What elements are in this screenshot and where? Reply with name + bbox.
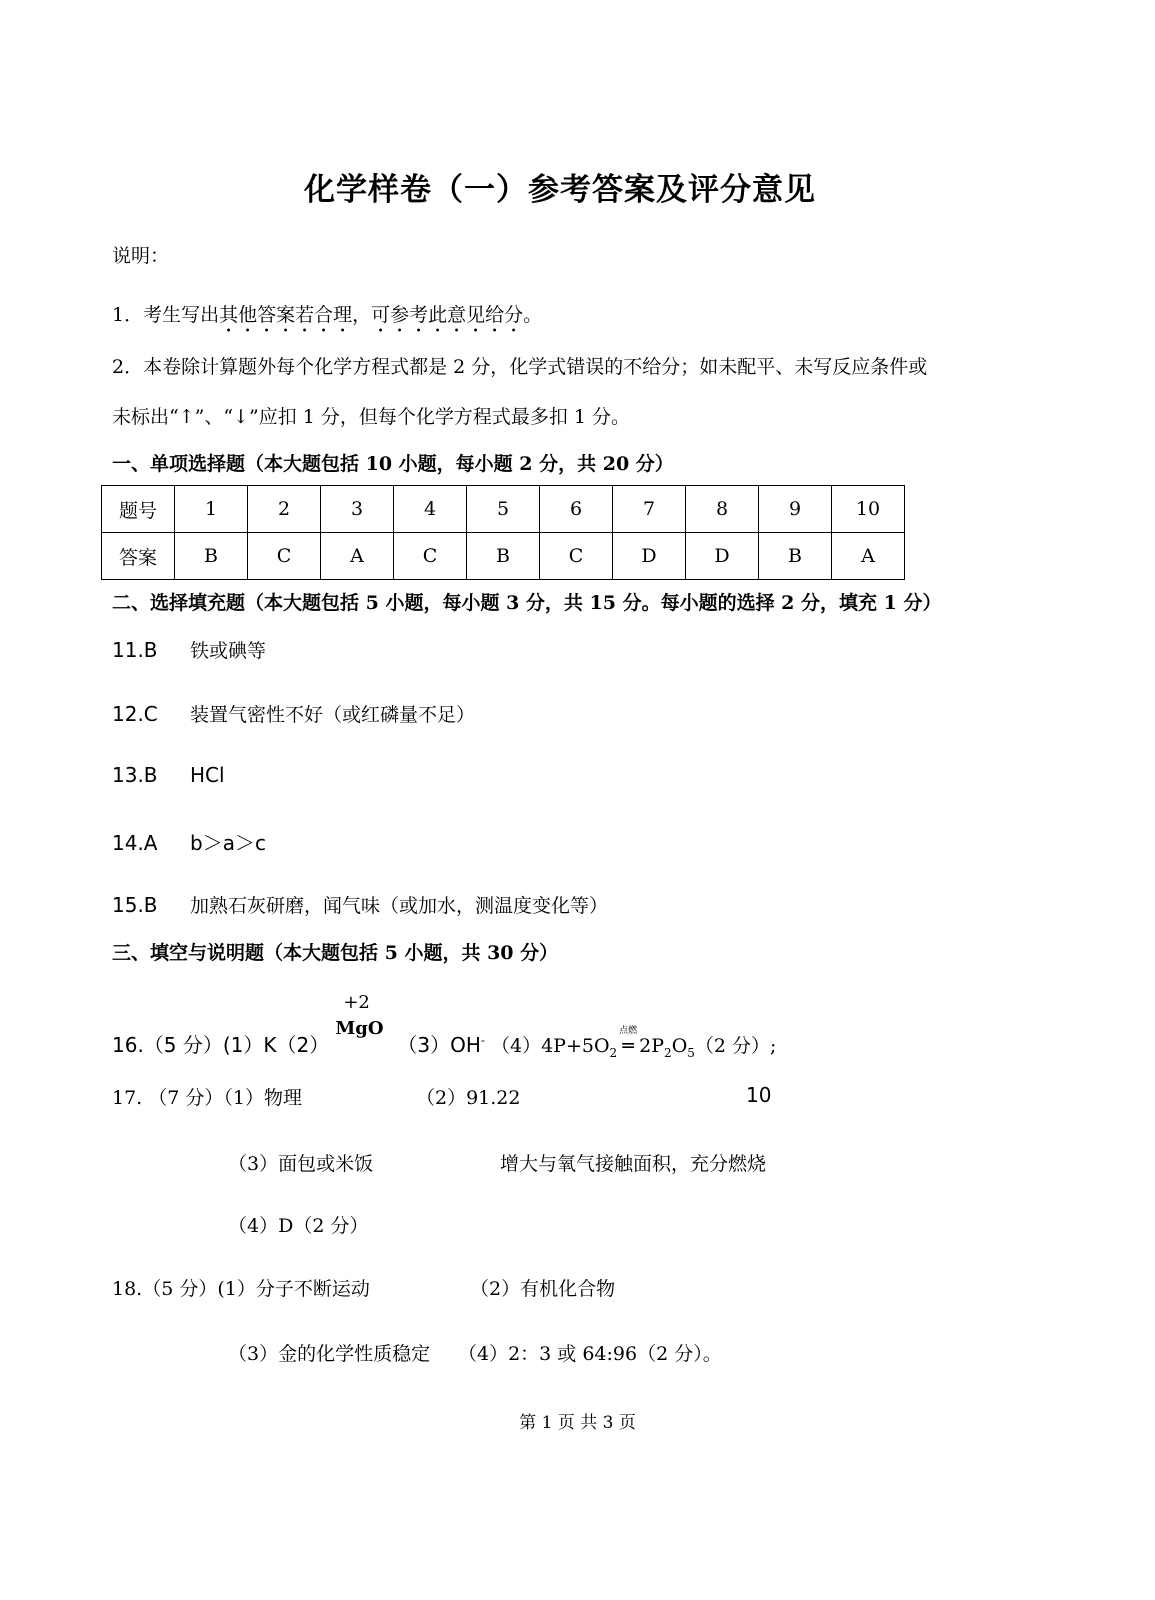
table-cell: 2 xyxy=(248,486,321,533)
q16-part-3-charge: - xyxy=(480,1033,485,1048)
table-cell: B xyxy=(467,533,540,580)
mgo-formula: MgO xyxy=(335,1018,384,1039)
q17-part-2 xyxy=(416,1083,520,1110)
equation-sign: ═ xyxy=(622,1035,634,1057)
table-cell: C xyxy=(540,533,613,580)
q16-head: 16.（5 分）(1）K（2） xyxy=(112,1033,330,1057)
equation-subscript: 2 xyxy=(609,1045,618,1060)
table-row-label: 答案 xyxy=(102,533,175,580)
table-cell: A xyxy=(832,533,905,580)
section-3-heading: 三、填空与说明题（本大题包括 5 小题，共 30 分） xyxy=(112,942,559,964)
table-cell: 8 xyxy=(686,486,759,533)
table-cell: 1 xyxy=(175,486,248,533)
table-cell: 5 xyxy=(467,486,540,533)
table-cell: 7 xyxy=(613,486,686,533)
equation-rhs-p: 2P xyxy=(639,1035,665,1057)
item-answer: 加熟石灰研磨，闻气味（或加水，测温度变化等） xyxy=(190,895,609,917)
q16-line xyxy=(112,992,777,1060)
q16-part-4 xyxy=(490,1026,777,1060)
table-cell: A xyxy=(321,533,394,580)
item-number: 13.B xyxy=(112,763,158,787)
note-2-line-1: 2．本卷除计算题外每个化学方程式都是 2 分，化学式错误的不给分；如未配平、未写反应条件或 xyxy=(112,356,928,378)
item-answer: 装置气密性不好（或红磷量不足） xyxy=(190,704,476,726)
list-item xyxy=(112,827,266,856)
q17-part-3-b: 增大与氧气接触面积，充分燃烧 xyxy=(500,1153,767,1175)
equation-subscript: 2 xyxy=(664,1045,672,1060)
item-answer: b＞a＞c xyxy=(190,831,266,855)
equation-rhs-o: O xyxy=(671,1035,688,1057)
q17-part-3: （3）面包或米饭 xyxy=(228,1153,374,1175)
note-1-emphasis: 其他答案若合理，可参考此意见给分 xyxy=(219,304,524,326)
table-row-label: 题号 xyxy=(102,486,175,533)
item-number: 11.B xyxy=(112,638,158,662)
q16-part-3: （3）OH xyxy=(397,1033,481,1057)
note-1-prefix: 1．考生写出 xyxy=(112,304,220,326)
table-row xyxy=(102,486,905,533)
list-item xyxy=(112,891,608,918)
table-cell: 6 xyxy=(540,486,613,533)
list-item xyxy=(112,636,266,663)
q17-part-2-text: （2）91.22 xyxy=(416,1087,521,1109)
table-cell: D xyxy=(686,533,759,580)
q17-part-2-b: 10 xyxy=(746,1083,772,1107)
table-cell: C xyxy=(394,533,467,580)
note-1-suffix: 。 xyxy=(523,304,543,326)
q18-part-4: （4）2：3 或 64:96（2 分）。 xyxy=(458,1343,722,1365)
q18-part-3: （3）金的化学性质稳定 xyxy=(228,1343,431,1365)
table-cell: D xyxy=(613,533,686,580)
intro-label: 说明： xyxy=(112,245,170,267)
page-title: 化学样卷（一）参考答案及评分意见 xyxy=(304,172,816,208)
table-cell: C xyxy=(248,533,321,580)
equation-condition xyxy=(617,1026,639,1057)
mgo-valence: +2 xyxy=(343,992,370,1013)
list-item xyxy=(112,763,225,787)
list-item xyxy=(112,700,475,727)
q17-part-4: （4）D（2 分） xyxy=(228,1215,369,1237)
note-2-line-2: 未标出“↑”、“↓”应扣 1 分，但每个化学方程式最多扣 1 分。 xyxy=(112,406,631,428)
q17-head: 17. （7 分）（1）物理 xyxy=(112,1087,302,1109)
item-answer: HCl xyxy=(190,763,225,787)
item-number: 15.B xyxy=(112,893,158,917)
table-cell: B xyxy=(175,533,248,580)
note-1 xyxy=(112,300,542,337)
table-cell: 4 xyxy=(394,486,467,533)
table-cell: B xyxy=(759,533,832,580)
table-cell: 10 xyxy=(832,486,905,533)
table-cell: 3 xyxy=(321,486,394,533)
equation-subscript: 5 xyxy=(687,1045,695,1060)
section-1-heading: 一、单项选择题（本大题包括 10 小题，每小题 2 分，共 20 分） xyxy=(112,453,674,475)
answer-table xyxy=(101,485,905,580)
equation-score: （2 分）; xyxy=(694,1035,777,1057)
mgo-valence-formula xyxy=(335,992,391,1058)
page-footer: 第 1 页 共 3 页 xyxy=(519,1413,636,1433)
table-cell: 9 xyxy=(759,486,832,533)
item-number: 14.A xyxy=(112,831,158,855)
equation-condition-text: 点燃 xyxy=(619,1026,638,1036)
section-2-heading: 二、选择填充题（本大题包括 5 小题，每小题 3 分，共 15 分。每小题的选择 2 分，填充 1 分） xyxy=(112,592,942,614)
table-row xyxy=(102,533,905,580)
item-answer: 铁或碘等 xyxy=(190,640,267,662)
q18-head: 18.（5 分）(1）分子不断运动 xyxy=(112,1278,370,1300)
equation-lhs: （4）4P+5O xyxy=(490,1035,610,1057)
q18-part-2: （2）有机化合物 xyxy=(470,1278,616,1300)
item-number: 12.C xyxy=(112,702,158,726)
